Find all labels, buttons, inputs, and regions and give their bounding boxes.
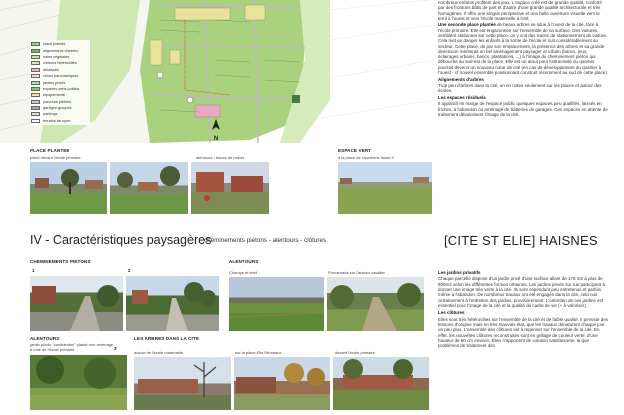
- legend-label: équipements: [43, 93, 65, 98]
- top-paragraph-2: [438, 22, 608, 75]
- photo-chemin-1: [30, 276, 123, 331]
- caption-maternelle: autour de l'école maternelle: [134, 350, 184, 355]
- legend-label: place plantée: [43, 42, 66, 47]
- photo-arbres-primaire: [333, 357, 429, 410]
- site-map: [0, 0, 434, 143]
- arbres-title: LES ARBRES DANS LA CITE: [134, 336, 199, 341]
- top-text-column: [438, 0, 608, 214]
- legend-swatch: [31, 55, 40, 59]
- legend-swatch: [31, 81, 40, 85]
- residuels-heading: Les espaces résiduels: [438, 94, 486, 100]
- map-legend: [30, 40, 90, 125]
- legend-swatch: [31, 119, 40, 123]
- legend-swatch: [31, 42, 40, 46]
- legend-swatch: [31, 100, 40, 104]
- photo-alentours-traces: [191, 162, 269, 214]
- alentours2-caption: jardin public "confidentiel" planté non aménagé à côté de l'école primaire: [30, 342, 114, 352]
- cheminements-title: CHEMINEMENTS PIETONS: [30, 259, 91, 264]
- photo-number-1: 1: [32, 268, 35, 273]
- legend-swatch: [31, 93, 40, 97]
- caption-primaire: devant l'école primaire: [335, 350, 375, 355]
- legend-swatch: [31, 74, 40, 78]
- bottom-text-column: [438, 270, 608, 415]
- city-title: [CITE ST ELIE] HAISNES: [444, 233, 598, 248]
- legend-swatch: [31, 87, 40, 91]
- clotures-text: Elles sont très hétéroclites sur l'ensemble de la cité et de faible qualité. Il persiste des tessons d'origine mais en très mauvais état, que les travaux dénaturent chaque jour un peu plus. L'ensemble des clôtures est à repenser sur l'ensemble de la cité. En effet, les nouvelles clôtures reconstruites sont en grillage de couleur verte, d'une hauteur de 60 cm environ. Elles n'apportent de solution satisfaisante, la que problèmes de traitement des: [438, 316, 608, 349]
- top-paragraph-1: nombreux enfants profitent des jeux. L'espace créé est de grande qualité, conforté par des frontons bâtis de part et d'autre d'une grande qualité architecturale et très homogènes. Il offre une longue perspective et une belle ouverture visuelle vers le terril à l'ouest et vers l'école maternelle à l'est.: [438, 0, 602, 21]
- legend-label: parcours piétons: [43, 99, 72, 104]
- caption-champs: Champs et terril: [229, 270, 258, 275]
- second-place-text: de beaux arbres se situe à l'ouest de la cité, face à l'école primaire. Elle est engazonnée sur l'ensemble de sa surface. Des voitures semblent stationner sur cette place, on y voit des traces de stationnement de voiture. Cela met en danger les enfants à la sortie de l'école et nuit considérablement au secteur. Cette place, de par son emplacement, la présence des arbres et sa grande dimension mériterait un bel aménagement paysager et urbain (bancs, jeux, éclairages urbains, bancs, plantations, ...) à l'image du cheminement piéton qui débouche au sud-est de la place. Elle est un atout pour l'attractivité du quartier pourrait devenir un nouveau cœur de cité (en cas de développement du quartier à l'ouest - cf nouvel ensemble positionnant construit récemment au sud de cette place).: [438, 22, 608, 76]
- photo-place-plantee-1: [30, 162, 107, 214]
- photo-jardin-public: [30, 355, 127, 410]
- caption-place-reumaux: sur la place Elie Reumaux: [235, 350, 282, 355]
- north-label: N: [213, 136, 219, 142]
- legend-label: parkings: [43, 112, 58, 117]
- legend-label: cônes panoramiques: [43, 74, 79, 79]
- residuels-text: Il apparaît en marge de l'espace public quelques espaces peu qualifiés, laissés en friches, à l'abandon ou aménagé de batteries de garages. Ces espaces en attente de traitement dévalorisent l'image de la cité.: [438, 101, 608, 117]
- caption-promenade: Promenade sur l'ancien cavalier: [328, 270, 385, 275]
- legend-label: jardins privés: [43, 80, 66, 85]
- north-arrow-icon: [211, 118, 221, 142]
- place-plantee-caption: place devant l'école primaire: [30, 155, 81, 160]
- place-plantee-title: PLACE PLANTEE: [30, 148, 70, 153]
- section-title: IV - Caractéristiques paysagères: [30, 233, 212, 247]
- legend-swatch: [31, 61, 40, 65]
- photo-arbres-place: [234, 357, 330, 410]
- second-place-heading: Une seconde place plantée: [438, 22, 496, 28]
- photo-promenade-cavalier: [327, 277, 424, 331]
- legend-label: garages groupés: [43, 106, 72, 111]
- photo-number-3: 3: [114, 346, 117, 351]
- alignements-text: Trop peu d'arbres dans la cité, on en notes seulement sur les places et autour des écoles.: [438, 83, 602, 94]
- legend-swatch: [31, 106, 40, 110]
- photo-espace-vert: [338, 162, 432, 214]
- espace-vert-title: ESPACE VERT: [338, 148, 372, 153]
- alentours2-title: ALENTOURS: [30, 336, 60, 341]
- alignements-heading: Alignements d'arbres: [438, 76, 484, 82]
- photo-arbres-maternelle: [134, 357, 231, 410]
- legend-label: délaissés: [43, 67, 59, 72]
- legend-swatch: [31, 49, 40, 53]
- legend-swatch: [31, 68, 40, 72]
- legend-label: alignements d'arbres: [43, 48, 79, 53]
- photo-place-plantee-2: [110, 162, 188, 214]
- section-header: [0, 226, 624, 256]
- legend-swatch: [31, 112, 40, 116]
- photo-chemin-2: [126, 276, 219, 331]
- legend-label: clôtures hétéroclites: [43, 61, 77, 66]
- legend-label: espaces verts publics: [43, 86, 80, 91]
- jardins-text: Chaque parcelle dispose d'un jardin privé d'une surface allant de 175 m2 à plus de 800m2 selon les différentes formes urbaines. Les jardins privés sur rue participent à donner une image très verte à la cité. Ils sont cependant peu entretenus et parfois même à l'abandon. De nombreux travaux ont été engagés dans la cité, cela nuit certainement à l'entretien des jardins, provisoirement. L'entretien de ces jardins est essentiel pour l'image de la cité et la qualité du cadre de vie (+ à valoriser).: [438, 276, 606, 308]
- alentour-caption: alentours : traces de pneus: [196, 155, 245, 160]
- alentours-title: ALENTOURS: [229, 259, 259, 264]
- espace-vert-caption: à la place de l'ancienne fosse 5: [338, 155, 394, 160]
- photo-number-2: 2: [128, 268, 131, 273]
- legend-item: [31, 118, 89, 124]
- clotures-heading: Les clôtures: [438, 310, 465, 316]
- jardins-heading: Les jardins privatifs: [438, 270, 481, 275]
- legend-label: haies végétales: [43, 54, 70, 59]
- legend-label: terrains de sport: [43, 118, 71, 123]
- photo-champs-terril: [229, 277, 324, 331]
- section-subtitle: cheminements pietons - alentours - clôtures: [204, 237, 327, 244]
